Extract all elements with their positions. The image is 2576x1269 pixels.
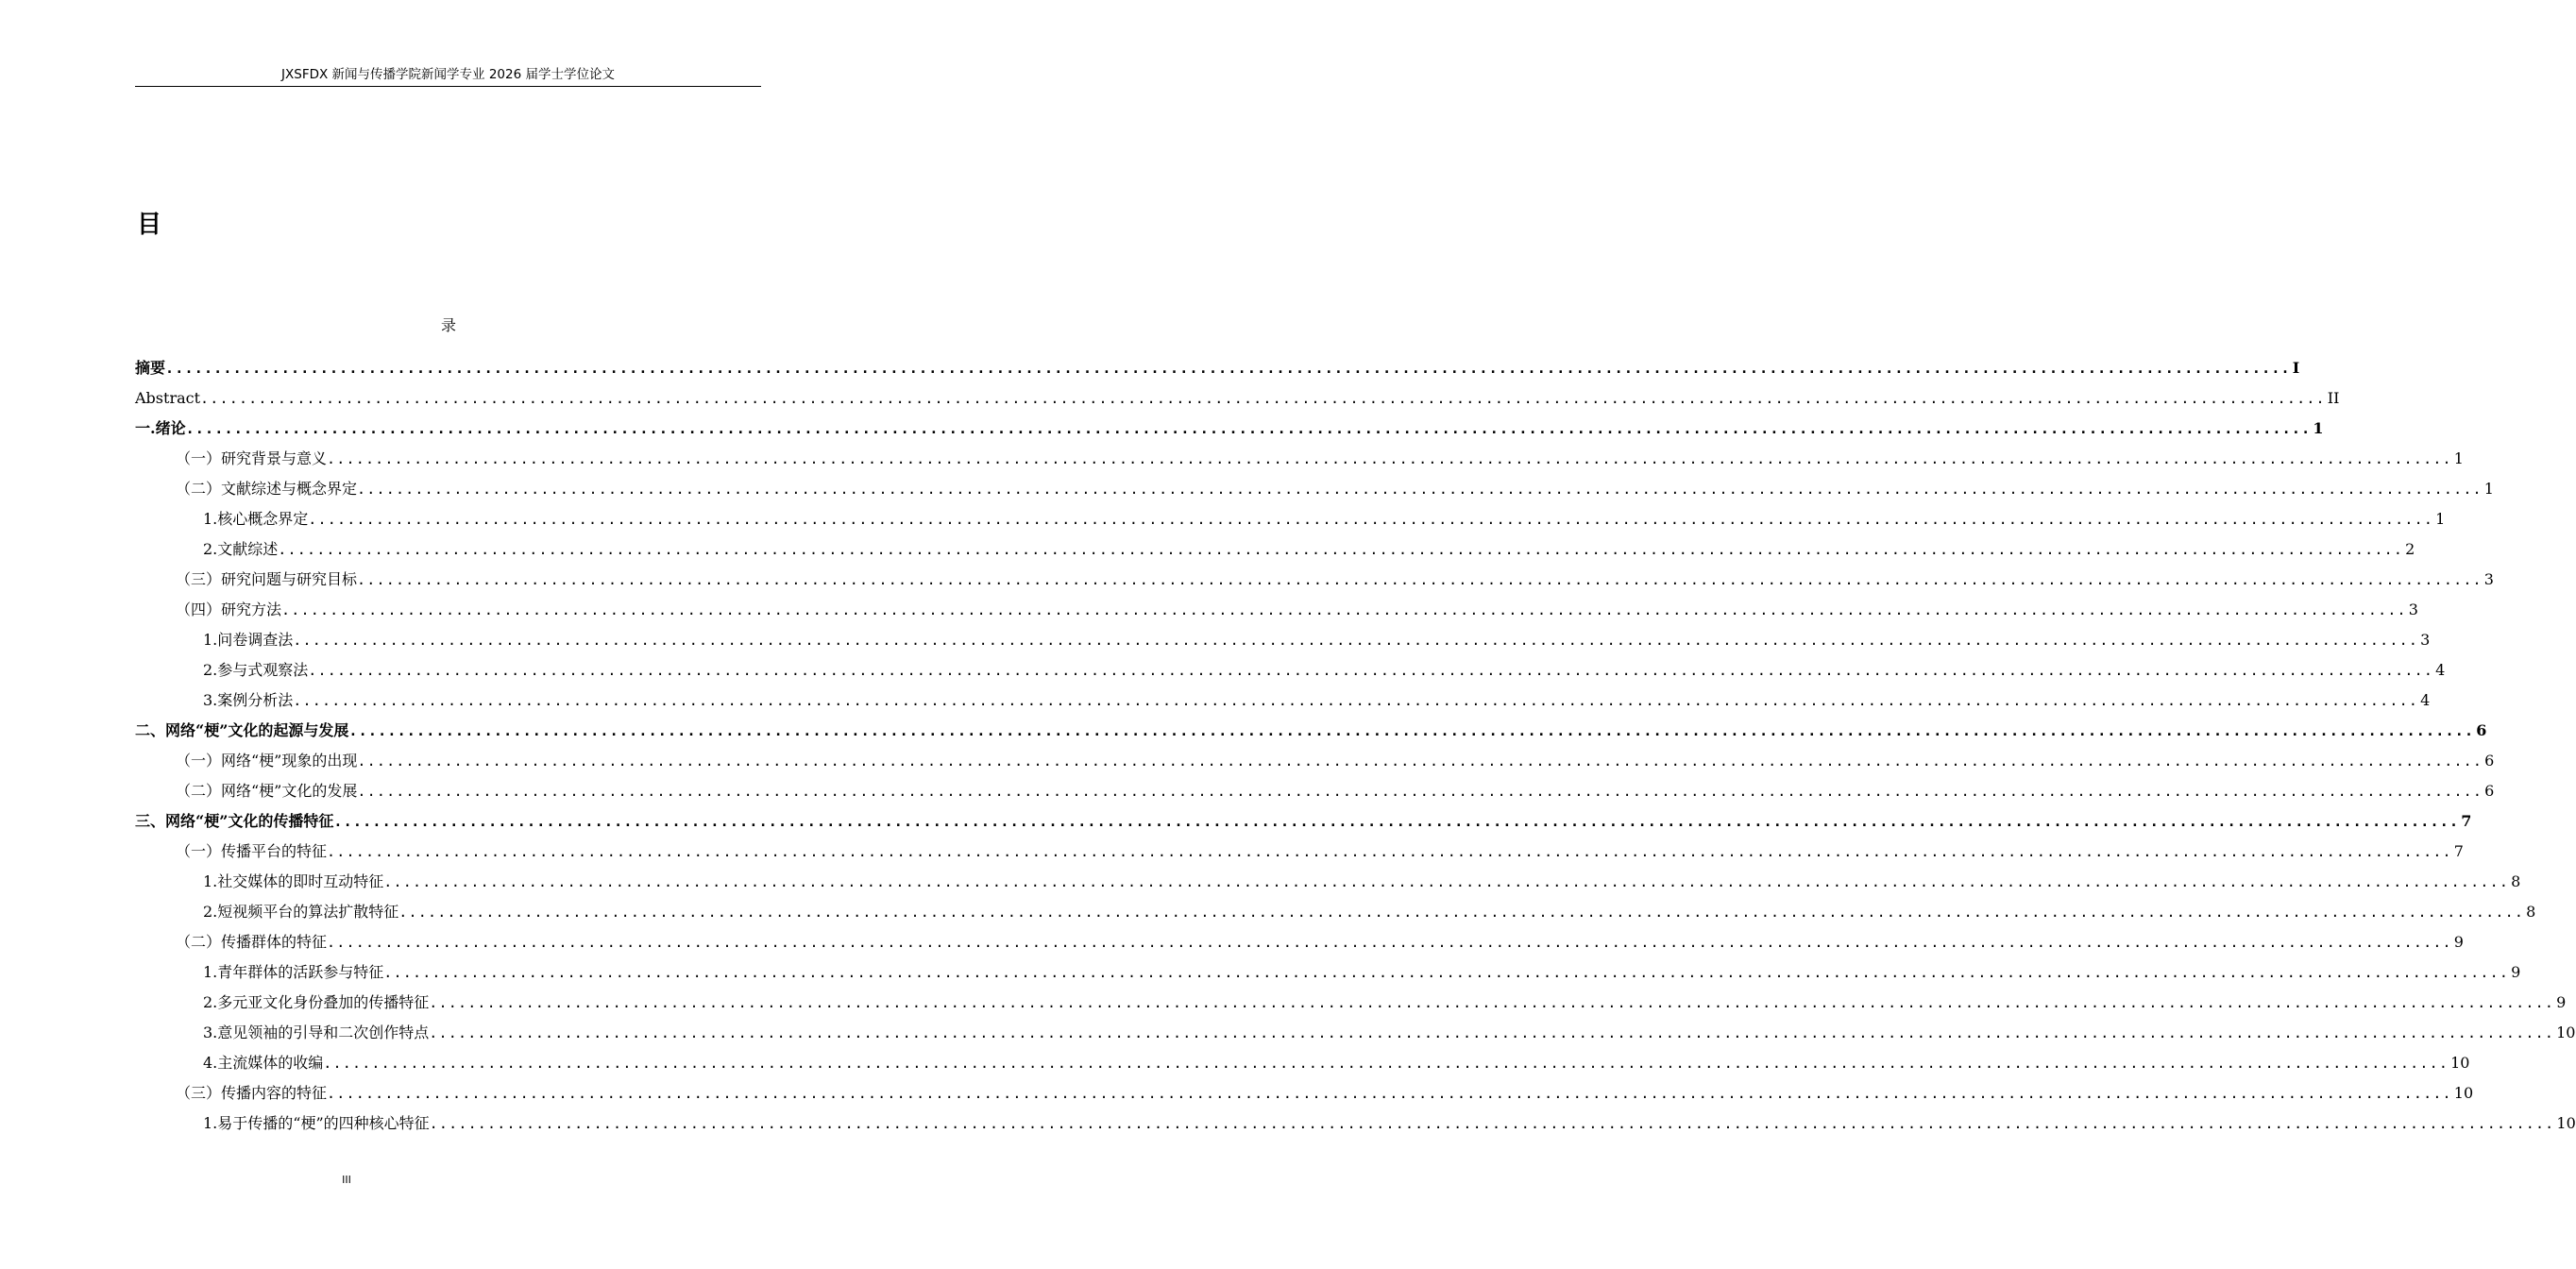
toc-title-part2: 录 [440,316,456,334]
toc-entry-label: Abstract [135,389,201,407]
toc-entry-label: （二）网络“梗”文化的发展 [176,782,358,800]
toc-entry-page: 3 [2483,570,2494,588]
toc-entry[interactable] [135,1018,2576,1048]
toc-entry-page: 2 [2405,540,2415,558]
toc-entry[interactable] [135,353,2300,383]
toc-entry-page: 10 [2556,1114,2576,1132]
toc-entry[interactable] [135,867,2521,897]
toc-dot-leader: ............................................................................................................................................................................................................................ [327,450,2452,467]
toc-entry-page: 9 [2511,963,2521,981]
toc-entry[interactable] [135,383,2340,414]
toc-entry-label: （二）传播群体的特征 [176,933,328,951]
toc-entry-label: 1.易于传播的“梗”的四种核心特征 [203,1114,430,1132]
toc-entry-label: （四）研究方法 [176,601,282,618]
toc-entry[interactable] [135,746,2495,776]
toc-entry-page: 1 [2435,510,2446,528]
toc-dot-leader: ............................................................................................................................................................................................................................ [357,753,2483,770]
toc-entry-label: 3.意见领袖的引导和二次创作特点 [203,1024,430,1041]
toc-entry-page: 9 [2556,993,2567,1011]
toc-dot-leader: ............................................................................................................................................................................................................................ [429,1115,2555,1132]
toc-entry-label: （一）传播平台的特征 [176,842,328,860]
toc-dot-leader: ............................................................................................................................................................................................................................ [327,1085,2452,1102]
toc-dot-leader: ............................................................................................................................................................................................................................ [323,1055,2449,1072]
toc-entry-page: 4 [2435,661,2446,679]
toc-entry[interactable] [135,685,2431,716]
toc-entry-label: 摘要 [135,359,166,377]
toc-entry-page: 4 [2420,691,2431,709]
toc-entry[interactable] [135,988,2567,1018]
toc-dot-leader: ............................................................................................................................................................................................................................ [185,420,2312,437]
page-header: JXSFDX 新闻与传播学院新闻学专业 2026 届学士学位论文 [135,66,761,87]
toc-entry-label: （三）传播内容的特征 [176,1084,328,1102]
toc-title-part1: 目 [137,211,162,239]
toc-dot-leader: ............................................................................................................................................................................................................................ [357,481,2483,498]
toc-entry-page: 6 [2476,721,2487,739]
toc-entry-label: 1.核心概念界定 [203,510,309,528]
toc-dot-leader: ............................................................................................................................................................................................................................ [308,511,2434,528]
toc-entry-page: 3 [2408,601,2418,618]
toc-dot-leader: ............................................................................................................................................................................................................................ [383,964,2510,981]
toc-entry[interactable] [135,716,2487,746]
toc-entry-page: II [2327,389,2340,407]
toc-entry-label: 二、网络“梗”文化的起源与发展 [135,721,349,739]
toc-entry-page: 10 [2453,1084,2474,1102]
toc-entry[interactable] [135,595,2418,625]
toc-entry[interactable] [135,957,2521,988]
toc-entry-page: 7 [2461,812,2472,830]
toc-entry-page: 6 [2484,752,2495,770]
toc-entry-label: （一）网络“梗”现象的出现 [176,752,358,770]
toc-entry-label: 三、网络“梗”文化的传播特征 [135,812,334,830]
toc-dot-leader: ............................................................................................................................................................................................................................ [165,360,2291,377]
toc-entry-label: 4.主流媒体的收编 [203,1054,324,1072]
toc-entry[interactable] [135,565,2494,595]
toc-entry[interactable] [135,1048,2470,1078]
toc-entry-page: 3 [2420,631,2431,649]
toc-entry-label: 一.绪论 [135,419,186,437]
toc-entry-label: （三）研究问题与研究目标 [176,570,358,588]
toc-entry-page: I [2292,359,2300,377]
toc-entry[interactable] [135,806,2472,837]
toc-dot-leader: ............................................................................................................................................................................................................................ [281,601,2407,618]
toc-dot-leader: ............................................................................................................................................................................................................................ [293,632,2419,649]
toc-dot-leader: ............................................................................................................................................................................................................................ [308,662,2434,679]
toc-dot-leader: ............................................................................................................................................................................................................................ [357,783,2483,800]
toc-dot-leader: ............................................................................................................................................................................................................................ [429,1024,2555,1041]
toc-dot-leader: ............................................................................................................................................................................................................................ [327,934,2452,951]
table-of-contents [135,353,2576,1139]
toc-entry[interactable] [135,444,2464,474]
toc-dot-leader: ............................................................................................................................................................................................................................ [293,692,2419,709]
toc-entry-label: （一）研究背景与意义 [176,449,328,467]
toc-dot-leader: ............................................................................................................................................................................................................................ [327,843,2452,860]
toc-entry-label: 2.多元亚文化身份叠加的传播特征 [203,993,430,1011]
toc-entry[interactable] [135,927,2464,957]
toc-dot-leader: ............................................................................................................................................................................................................................ [383,873,2510,890]
toc-entry-label: 1.问卷调查法 [203,631,294,649]
toc-entry[interactable] [135,1078,2474,1108]
page-number: III [342,1174,351,1186]
toc-entry-page: 7 [2453,842,2464,860]
toc-entry-page: 8 [2511,872,2521,890]
toc-entry[interactable] [135,625,2431,655]
toc-entry[interactable] [135,655,2446,685]
toc-entry[interactable] [135,837,2464,867]
toc-entry[interactable] [135,897,2536,927]
toc-entry[interactable] [135,1108,2576,1139]
toc-entry-page: 1 [2453,449,2464,467]
toc-entry-label: 1.社交媒体的即时互动特征 [203,872,384,890]
toc-entry[interactable] [135,474,2494,504]
toc-entry-label: 2.文献综述 [203,540,279,558]
toc-entry-page: 9 [2453,933,2464,951]
toc-entry-label: 1.青年群体的活跃参与特征 [203,963,384,981]
toc-entry-page: 1 [2313,419,2324,437]
toc-dot-leader: ............................................................................................................................................................................................................................ [348,722,2475,739]
toc-dot-leader: ............................................................................................................................................................................................................................ [398,904,2525,921]
toc-dot-leader: ............................................................................................................................................................................................................................ [333,813,2460,830]
toc-entry-label: （二）文献综述与概念界定 [176,480,358,498]
toc-dot-leader: ............................................................................................................................................................................................................................ [278,541,2404,558]
toc-entry[interactable] [135,504,2446,534]
toc-entry-label: 2.参与式观察法 [203,661,309,679]
toc-entry-page: 8 [2526,903,2536,921]
toc-dot-leader: ............................................................................................................................................................................................................................ [200,390,2326,407]
toc-entry-page: 6 [2484,782,2495,800]
toc-dot-leader: ............................................................................................................................................................................................................................ [429,994,2555,1011]
toc-entry-page: 10 [2450,1054,2470,1072]
toc-entry-page: 1 [2483,480,2494,498]
toc-entry[interactable] [135,414,2324,444]
toc-entry[interactable] [135,534,2415,565]
toc-entry[interactable] [135,776,2495,806]
toc-dot-leader: ............................................................................................................................................................................................................................ [357,571,2483,588]
toc-entry-label: 3.案例分析法 [203,691,294,709]
toc-entry-label: 2.短视频平台的算法扩散特征 [203,903,399,921]
toc-entry-page: 10 [2556,1024,2576,1041]
